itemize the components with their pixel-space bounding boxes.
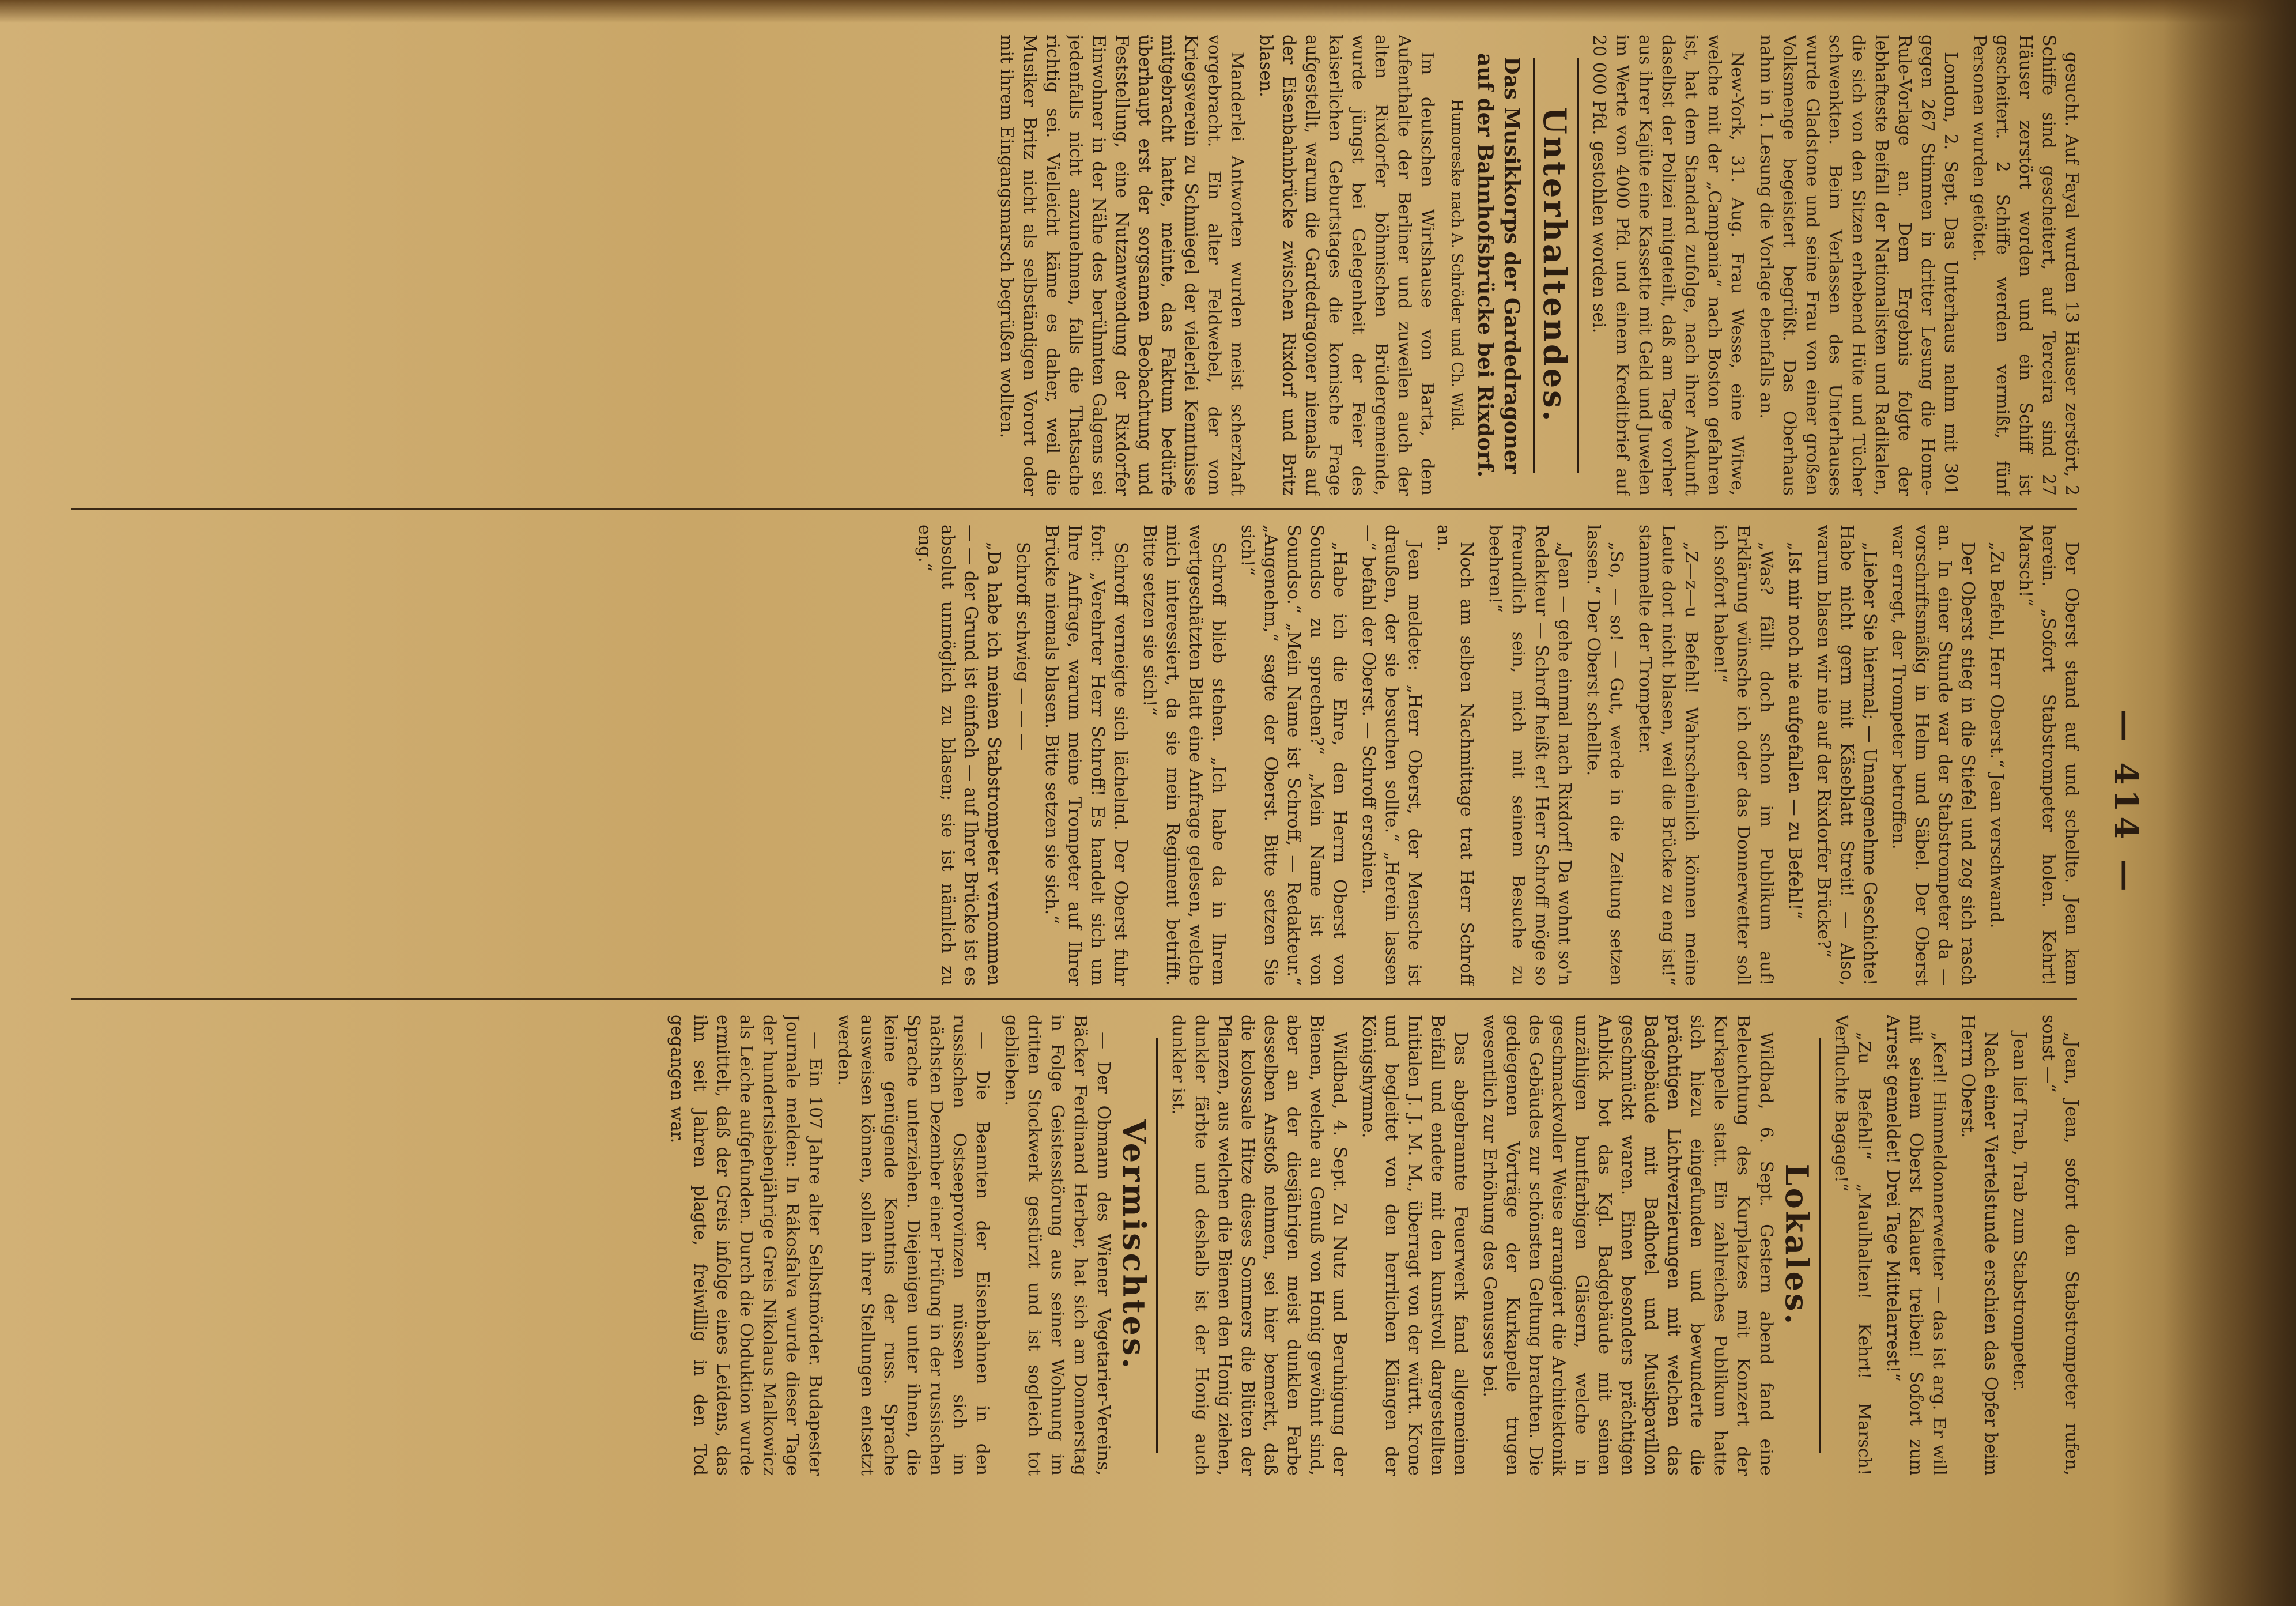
paragraph: „Lieber Sie hiermal; — Unangenehme Geschichte! Habe nicht gern mit Käseblatt Streit! — Also, warum blasen wir nie auf der Rixdorfer Brücke?“ [1814,525,1880,986]
binding-gutter [2163,0,2296,1606]
paragraph: Nach einer Viertelstunde erschien das Opfer beim Herrn Oberst. [1958,1015,2001,1476]
paragraph: Das abgebrannte Feuerwerk fand allgemeinen Beifall und endete mit den kunstvoll dargestellten Initialen J. J. M. M., überragt von der württ. Krone und begleitet von den herrlichen Klängen der Königshymne. [1358,1015,1471,1476]
page-content [60,35,2146,1571]
paragraph: „Jean, Jean, sofort den Stabstrompeter rufen, sonst —“ [2038,1015,2082,1476]
paragraph: London, 2. Sept. Das Unterhaus nahm mit 301 gegen 267 Stimmen in dritter Lesung die Home-Rule-Vorlage an. Dem Ergebnis folgte der lebhafteste Beifall der Nationalisten und Radikalen, die sich von den Sitzen erhebend Hüte und Tücher schwenkten. Beim Verlassen des Unterhauses wurde Gladstone und seine Frau von einer großen Volksmenge begeistert begrüßt. Das Oberhaus nahm in 1. Lesung die Vorlage ebenfalls an. [1756,35,1961,496]
page-number: — 414 — [2107,710,2145,896]
paragraph: Jean meldete: „Herr Oberst, der Mensche ist draußen, der sie besuchen sollte.“ „Herein lassen —“ befahl der Oberst. — Schroff erschien. [1358,525,1425,986]
paragraph: Im deutschen Wirtshause von Barta, dem Aufenthalte der Berliner und zuweilen auch der alten Rixdorfer böhmischen Brüdergemeinde, wurde jüngst bei Gelegenheit der Feier des kaiserlichen Geburtstages die komische Frage aufgestellt, warum die Gardedragoner niemals auf der Eisenbahnbrücke zwischen Rixdorf und Britz blasen. [1256,35,1437,496]
paragraph: Noch am selben Nachmittage trat Herr Schroff an. [1433,525,1476,986]
column-left [66,35,2083,496]
paragraph: Manderlei Antworten wurden meist scherzhaft vorgebracht. Ein alter Feldwebel, der vom Kriegsverein zu Schmiegel der vielerlei Kenntnisse mitgebracht hatte, meinte, das Faktum bedürfe überhaupt erst der sorgsamen Beobachtung und Feststellung, eine Nutzanwendung der Rixdorfer Einwohner in der Nähe des berühmten Galgens sei jedenfalls nicht anzunehmen, falls die Thatsache richtig sei. Vielleicht käme es daher, weil die Musiker Britz nicht als selbständigen Vorort oder mit ihrem Eingangsmarsch begrüßen wollten. [996,35,1247,496]
paragraph: Schroff verneigte sich lächelnd. Der Oberst fuhr fort: „Verehrter Herr Schroff! Es handelt sich um Ihre Anfrage, warum meine Trompeter auf Ihrer Brücke niemals blasen. Bitte setzen sie sich.“ [1041,525,1131,986]
column-divider [71,508,2077,510]
paragraph: Schroff blieb stehen. „Ich habe da in Ihrem wertgeschätzten Blatt eine Anfrage gelesen, welche mich interessiert, da sie mein Regiment betrifft. Bitte setzen sie sich!“ [1139,525,1229,986]
paragraph: Der Oberst stieg in die Stiefel und zog sich rasch an. In einer Stunde war der Stabstrompeter da — vorschriftsmäßig in Helm und Säbel. Der Oberst war erregt, der Trompeter betroffen. [1889,525,1978,986]
paragraph: „So, — so! — Gut, werde in die Zeitung setzen lassen.“ Der Oberst schellte. [1583,525,1626,986]
paragraph: — Der Obmann des Wiener Vegetarier-Vereins, Bäcker Ferdinand Herber, hat sich am Donnerstag in Folge Geistesstörung aus seiner Wohnung im dritten Stockwerk gestürzt und ist sogleich tot geblieben. [1001,1015,1113,1476]
paragraph: „Zu Befehl, Herr Oberst.“ Jean verschwand. [1987,542,2007,929]
paragraph: „Kerl! Himmeldonnerwetter — das ist arg. Er will mit seinem Oberst Kalauer treiben! Sofort zum Arrest gemeldet! Drei Tage Mittelarrest!“ [1883,1015,1949,1476]
paragraph: Jean lief Trab, Trab zum Stabstrompeter. [2010,1032,2030,1392]
paragraph: „Habe ich die Ehre, den Herrn Oberst von Soundso zu sprechen?“ „Mein Name ist von Soundso.“ „Mein Name ist Schroff, — Redakteur.“ „Angenehm,“ sagte der Oberst. Bitte setzen Sie sich!“ [1237,525,1350,986]
paragraph: New-York, 31. Aug. Frau Wesse, eine Witwe, welche mit der „Campania“ nach Boston gefahren ist, hat dem Standard zufolge, nach ihrer Ankunft daselbst der Polizei mitgeteilt, daß am Tage vorher aus ihrer Kajüte eine Kassette mit Geld und Juwelen im Werte von 4000 Pfd. und einem Kreditbrief auf 20 000 Pfd. gestohlen worden sei. [1589,35,1747,496]
paragraph: gesucht. Auf Fayal wurden 13 Häuser zerstört, 2 Schiffe sind gescheitert, auf Terceira sind 27 Häuser zerstört worden und ein Schiff ist gescheitert. 2 Schiffe werden vermißt, fünf Personen wurden getötet. [1969,35,2082,496]
paragraph: Der Oberst stand auf und schellte. Jean kam herein. „Sofort Stabstrompeter holen. Kehrt! Marsch!“ [2015,525,2082,986]
page-header [2106,35,2146,1571]
section-heading: Vermischtes. [1116,1119,1153,1371]
column-middle [66,525,2083,986]
paragraph: — Ein 107 Jahre alter Selbstmörder. Budapester Journale melden: In Rákosfalva wurde dieser Tage der hundertsiebenjährige Greis Nikolaus Malkowicz als Leiche aufgefunden. Durch die Obduktion wurde ermittelt, daß der Greis infolge eines Leidens, das ihn seit Jahren plagte, freiwillig in den Tod gegangen war. [667,1015,825,1476]
article-title: Das Musikkorps der Gardedragoner auf der Bahnhofsbrücke bei Rixdorf. [1473,53,1524,477]
section-rule [1533,58,1535,473]
paragraph: Schroff schwieg — — — [1013,542,1033,751]
paragraph: „Jean — gehe einmal nach Rixdorf! Da wohnt so'n Redakteur — Schroff heißt er! Herr Schroff möge so freundlich sein, mich mit seinem Besuche zu beehren!“ [1485,525,1574,986]
section-rule [1156,1038,1158,1453]
paragraph: „Z—z—u Befehl! Wahrscheinlich können meine Leute dort nicht blasen, weil die Brücke zu eng ist!“ stammelte der Trompeter. [1635,525,1701,986]
paragraph: „Da habe ich meinen Stabstrompeter vernommen — — der Grund ist einfach — auf Ihrer Brücke ist es absolut unmöglich zu blasen; sie ist nämlich zu eng.“ [915,525,1004,986]
section-rule [1819,1038,1821,1453]
column-right [66,1015,2083,1476]
column-divider [71,998,2077,1000]
section-heading: Lokales. [1778,1163,1815,1327]
paragraph: „Ist mir noch nie aufgefallen — zu Befehl!“ [1785,542,1805,919]
paragraph: „Was? fällt doch schon im Publikum auf! Erklärung wünsche ich oder das Donnerwetter soll ich sofort haben!“ [1710,525,1776,986]
paragraph: — Die Beamten der Eisenbahnen in den russischen Ostseeprovinzen müssen sich im nächsten Dezember einer Prüfung in der russischen Sprache unterziehen. Diejenigen unter ihnen, die keine genügende Kenntnis der russ. Sprache ausweisen können, sollen ihrer Stellungen entsetzt werden. [834,1015,992,1476]
section-rule [1577,58,1579,473]
paragraph: Wildbad, 4. Sept. Zu Nutz und Beruhigung der Bienen, welche au Genuß von Honig gewöhnt sind, aber an der diesjährigen meist dunklen Farbe desselben Anstoß nehmen, sei hier bemerkt, daß die kolossale Hitze dieses Sommers die Blüten der Pflanzen, aus welchen die Bienen den Honig ziehen, dunkler färbte und deshalb ist der Honig auch dunkler ist. [1168,1015,1350,1476]
paragraph: Wildbad, 6. Sept. Gestern abend fand eine Beleuchtung des Kurplatzes mit Konzert der Kurkapelle statt. Ein zahlreiches Publikum hatte sich hiezu eingefunden und bewunderte die prächtigen Lichtverzierungen mit welchen das Badgebäude mit Badhotel und Musikpavillon geschmückt waren. Einen besonders prächtigen Anblick bot das Kgl. Badgebäude mit seinen unzähligen buntfarbigen Gläsern, welche in geschmackvoller Weise arrangiert die Architektonik des Gebäudes zur schönsten Geltung brachten. Die gediegenen Vorträge der Kurkapelle trugen wesentlich zur Erhöhung des Genusses bei. [1479,1015,1776,1476]
paragraph: „Zu Befehl!“ „Maulhalten! Kehrt! Marsch! Verfluchte Bagage!“ [1831,1015,1874,1476]
article-byline: Humoreske nach A. Schröder und Ch. Wild. [1448,99,1466,432]
section-heading: Unterhaltendes. [1536,107,1573,424]
